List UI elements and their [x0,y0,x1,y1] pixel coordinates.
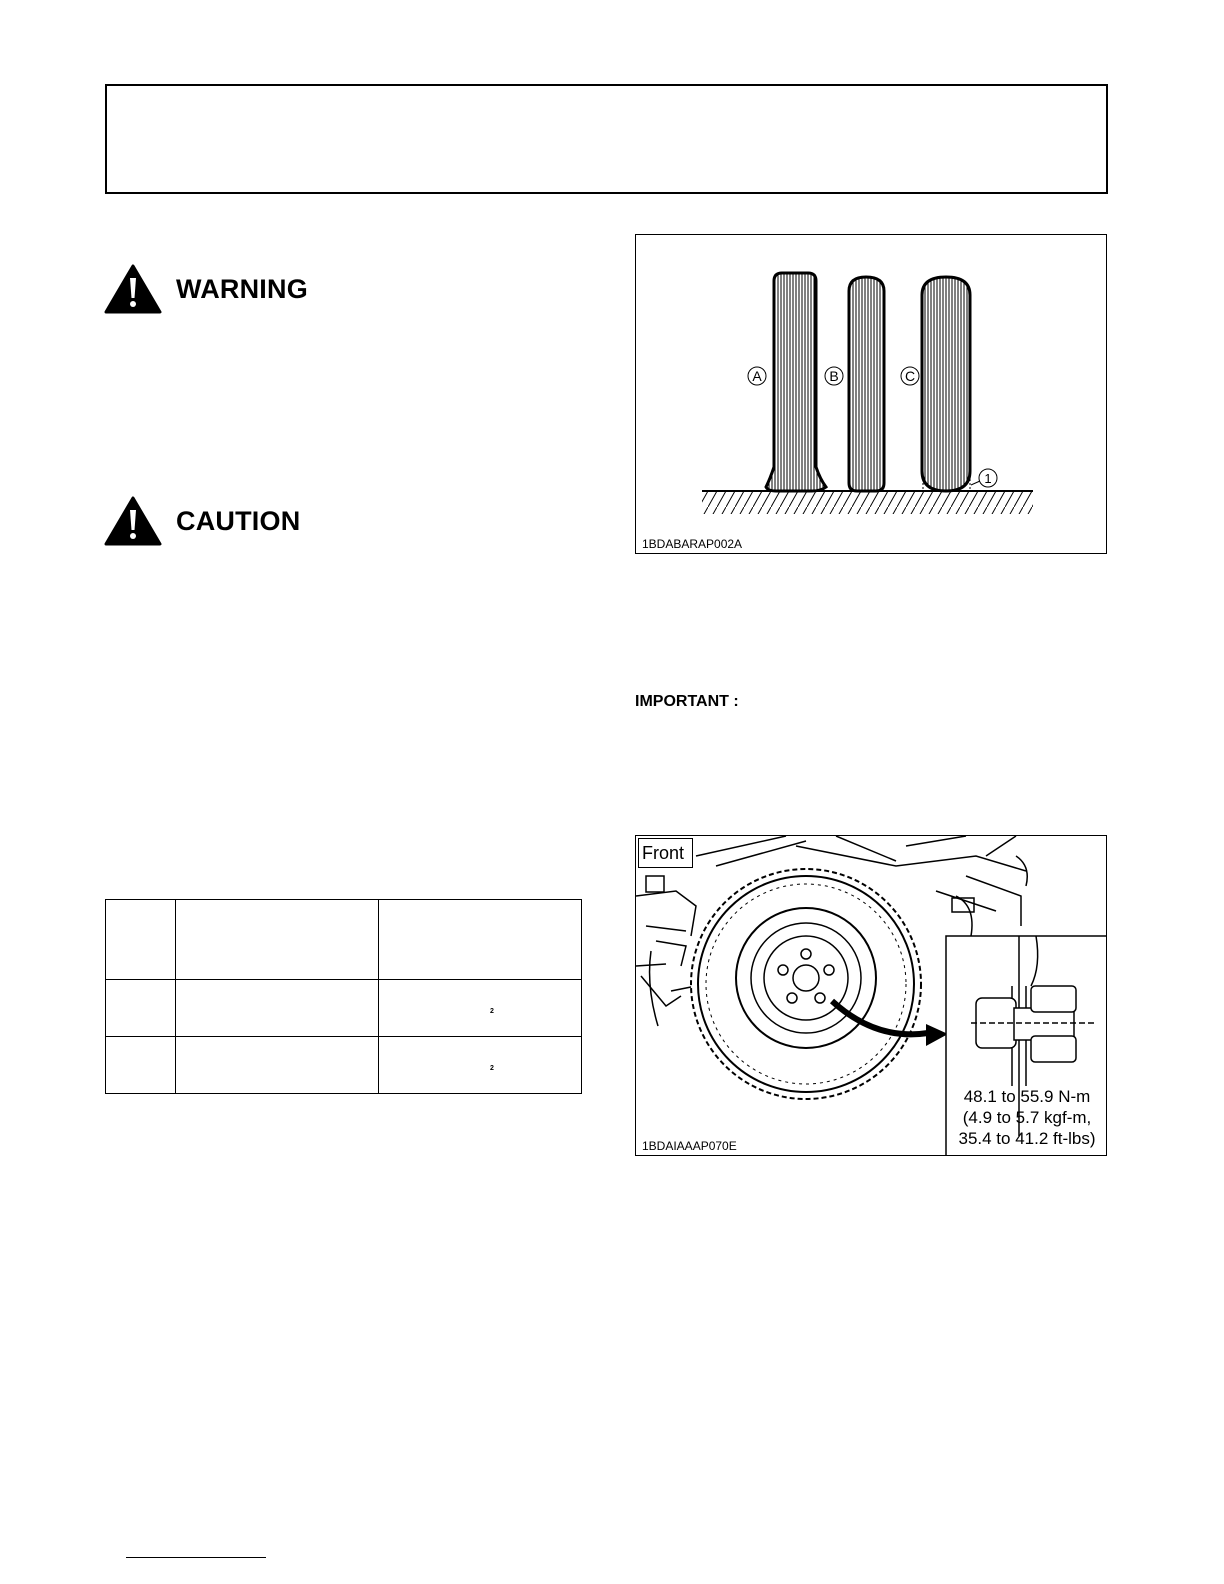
footer-rule [126,1557,266,1558]
table-cell [379,980,582,1037]
table-cell [379,900,582,980]
table-row [106,1037,582,1094]
table-cell [106,980,176,1037]
table-cell [106,1037,176,1094]
tire-b [849,277,884,491]
torque-line-3: 35.4 to 41.2 ft-lbs) [958,1129,1096,1148]
warning-signal [104,264,308,314]
wheel-bolt-figure [635,835,1107,1156]
header-box [105,84,1108,194]
table-row [106,980,582,1037]
label-c: C [904,368,916,384]
warning-triangle-icon [104,264,162,314]
torque-line-1: 48.1 to 55.9 N-m [963,1087,1091,1106]
table-cell [106,900,176,980]
tire-inflation-figure [635,234,1107,554]
tire-inflation-illustration [636,235,1107,554]
caution-label: CAUTION [176,505,301,536]
superscript-2: 2 [490,1065,494,1072]
label-1: 1 [984,471,992,486]
superscript-2: 2 [490,1008,494,1015]
figure-code: 1BDAIAAAP070E [642,1139,737,1153]
table-cell [176,980,379,1037]
front-label: Front [638,838,693,868]
tire-a [766,273,826,491]
table-cell [176,900,379,980]
tire-pressure-table [105,899,582,1094]
table-cell [176,1037,379,1094]
caution-triangle-icon [104,496,162,546]
warning-label: WARNING [176,273,308,304]
tire-c [922,277,970,491]
label-b: B [829,368,839,384]
torque-spec [948,1086,1106,1149]
hub [793,965,819,991]
table-header-row [106,900,582,980]
torque-line-2: (4.9 to 5.7 kgf-m, [962,1108,1092,1127]
table-cell [379,1037,582,1094]
important-label: IMPORTANT : [635,693,739,710]
label-a: A [752,368,762,384]
figure-code: 1BDABARAP002A [642,537,743,551]
caution-signal [104,496,300,546]
